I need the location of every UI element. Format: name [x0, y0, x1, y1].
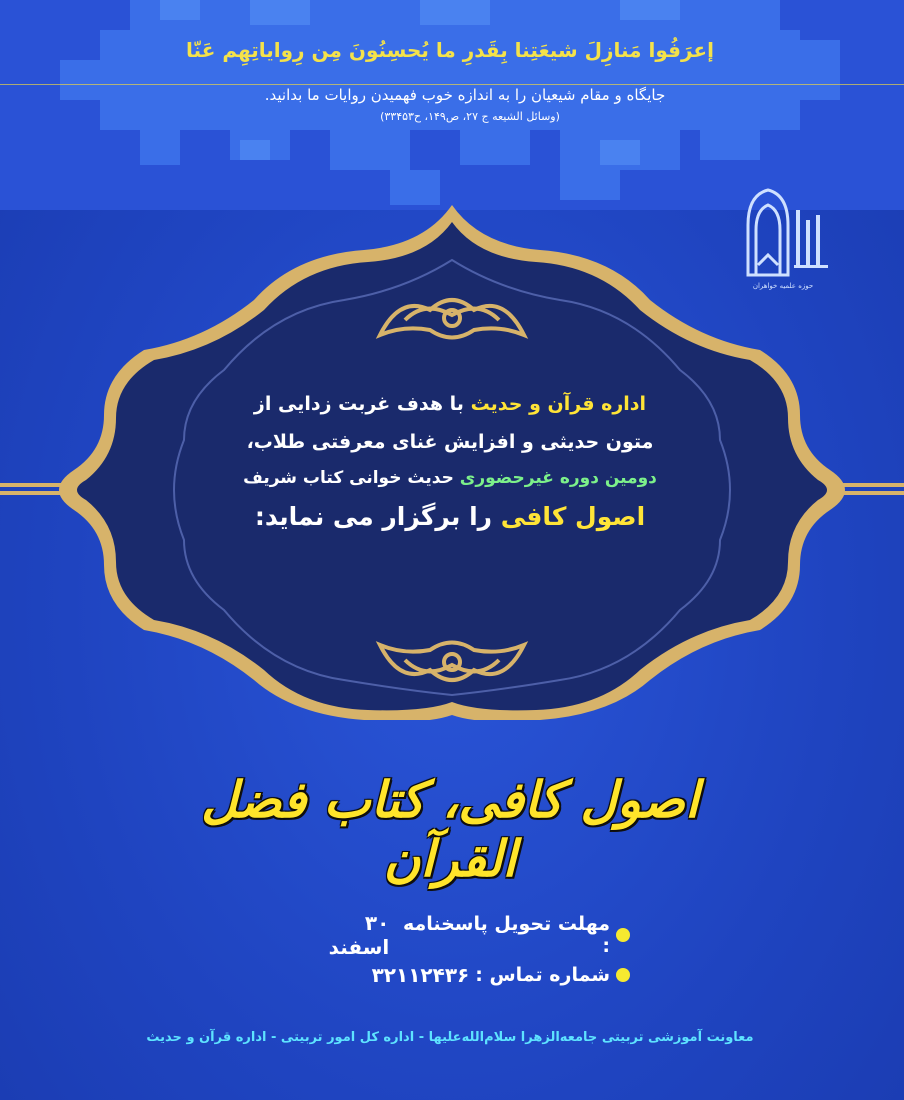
hadith-divider — [0, 84, 904, 85]
pixel-mosaic-band — [0, 0, 904, 210]
hadith-reference: (وسائل الشیعه ج ۲۷، ص۱۴۹، ح۳۳۴۵۳) — [380, 110, 560, 123]
announcement-line-1 — [200, 385, 700, 423]
deadline-label: مهلت تحویل پاسخنامه : — [402, 913, 610, 957]
phone-row — [300, 955, 630, 995]
office-name: اداره قرآن و حدیث — [470, 393, 647, 415]
main-title: اصول کافی، کتاب فضل القرآن — [201, 770, 699, 888]
deadline-value: ۳۰ اسفند — [328, 911, 390, 959]
course-highlight: دومین دوره غیرحضوری — [459, 468, 657, 488]
announcement-line-3-rest: حدیث خوانی کتاب شریف — [243, 468, 454, 488]
book-name: اصول کافی — [500, 502, 646, 531]
deadline-row — [300, 911, 630, 959]
hadith-arabic-text: إعرَفُوا مَنازِلَ شيعَتِنا بِقَدرِ ما يُحسِنُونَ مِن رِوایاتِهِم عَنّا — [186, 38, 714, 62]
bullet-icon — [616, 928, 630, 942]
announcement-line-2: متون حدیثی و افزایش غنای معرفتی طلاب، — [246, 431, 654, 453]
phone-label: شماره تماس : — [475, 964, 610, 986]
bullet-icon — [616, 968, 630, 982]
phone-value: ۳۲۱۱۲۴۳۶ — [371, 963, 470, 987]
info-list — [300, 911, 630, 995]
footer-credits: معاونت آموزشی تربیتی جامعه‌الزهرا سلام‌الله‌علیها - اداره کل امور تربیتی - اداره قرآن و حدیث — [146, 1030, 754, 1045]
announcement-line-4-rest: را برگزار می نماید: — [254, 502, 493, 531]
announcement-line-3 — [200, 461, 700, 495]
announcement-line-4 — [200, 495, 700, 539]
logo-caption: حوزه علمیه خواهران — [752, 282, 814, 290]
announcement-block — [200, 385, 700, 539]
hadith-persian-text: جایگاه و مقام شیعیان را به اندازه خوب فهمیدن روایات ما بدانید. — [264, 86, 666, 104]
announcement-line-1-rest: با هدف غربت زدایی از — [253, 393, 464, 415]
